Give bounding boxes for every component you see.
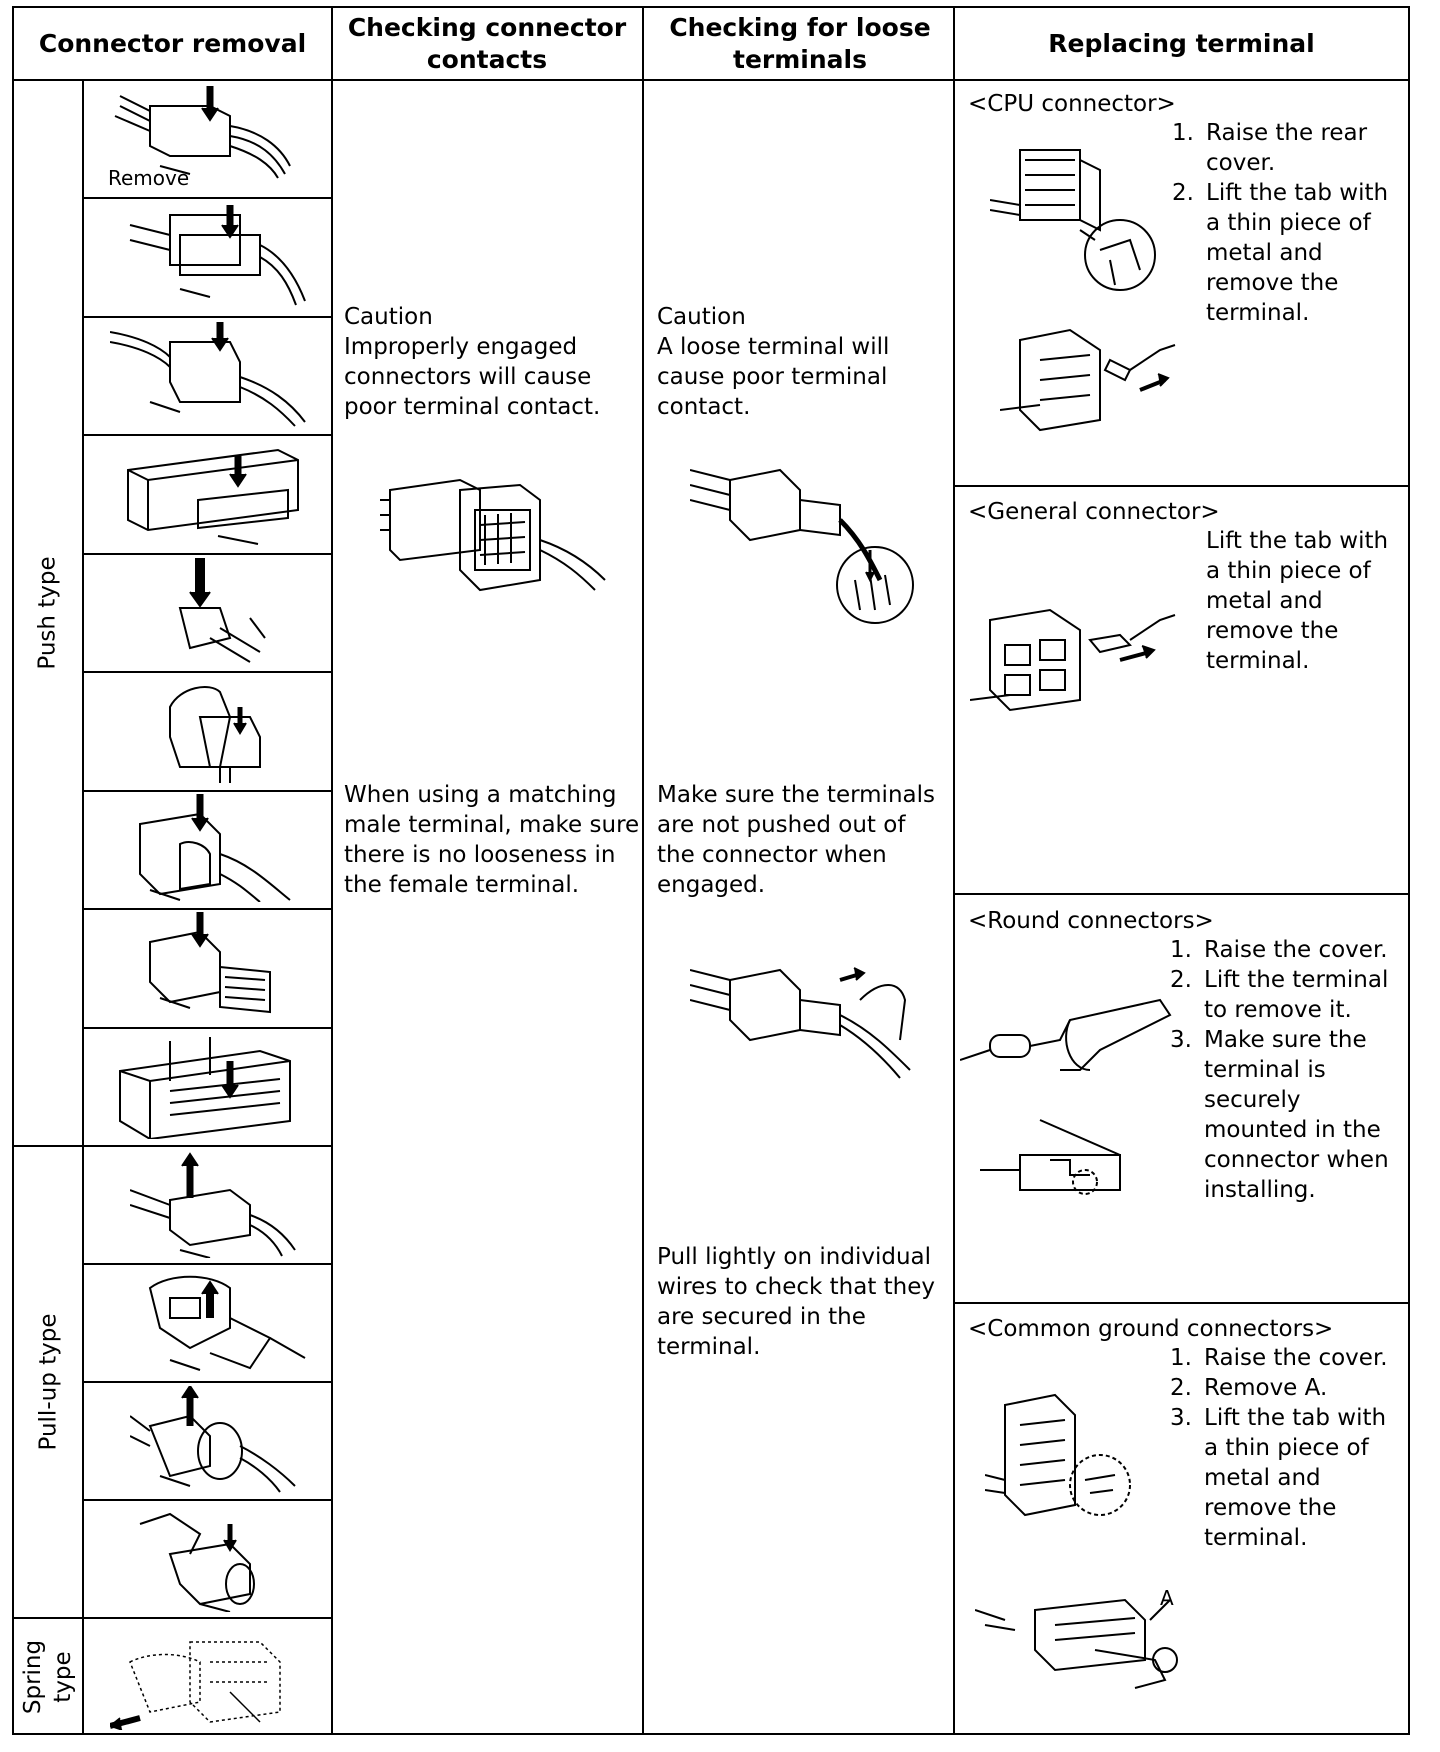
connector-illustration (150, 677, 290, 783)
row-divider (82, 434, 331, 436)
contacts-caution-text: Improperly engaged connectors will cause poor terminal contact. (344, 334, 601, 420)
connector-illustration (130, 1504, 290, 1612)
label-a: A (1160, 1586, 1174, 1610)
loose-pull-text: Pull lightly on individual wires to check that they are secured in the terminal. (657, 1244, 936, 1360)
step-item: 1. Raise the cover. (1170, 937, 1388, 963)
connector-illustration (150, 558, 280, 666)
connector-illustration (960, 980, 1180, 1080)
cpu-connector-title: <CPU connector> (968, 91, 1176, 117)
step-item: 2. Lift the tab with a thin piece of metal and remove the terminal. (1172, 180, 1389, 326)
connector-illustration (110, 1031, 310, 1139)
general-connector-text: Lift the tab with a thin piece of metal and remove the terminal. (1206, 528, 1389, 674)
group-label-push: Push type (35, 556, 62, 670)
row-divider (82, 1263, 331, 1265)
step-item: 2. Remove A. (1170, 1375, 1328, 1401)
header-checking-contacts: Checking connector contacts (347, 12, 627, 74)
step-item: 1. Raise the cover. (1170, 1345, 1388, 1371)
loose-caution-text: A loose terminal will cause poor terminal contact. (657, 334, 890, 420)
row-divider (82, 908, 331, 910)
connector-illustration (110, 322, 310, 428)
step-item: 3. Make sure the terminal is securely mounted in the connector when installing. (1170, 1027, 1389, 1203)
row-divider (82, 790, 331, 792)
row-divider (82, 1027, 331, 1029)
remove-label: Remove (108, 166, 190, 190)
section-divider (953, 485, 1410, 487)
contacts-matching-text: When using a matching male terminal, make sure there is no looseness in the female terminal. (344, 782, 640, 898)
connector-illustration (990, 140, 1160, 300)
group-label-pull-up: Pull-up type (35, 1313, 61, 1451)
step-item: 1. Raise the rear cover. (1172, 120, 1368, 176)
row-divider (82, 671, 331, 673)
header-divider (12, 79, 1410, 81)
header-replacing-terminal: Replacing terminal (1048, 28, 1315, 58)
row-divider (82, 1381, 331, 1383)
group-label-spring: Spring type (20, 1639, 77, 1715)
connector-illustration (110, 1622, 300, 1730)
connector-illustration (970, 590, 1180, 720)
col-divider-1 (331, 6, 333, 1735)
col-divider-3 (953, 6, 955, 1735)
row-divider (82, 553, 331, 555)
section-divider (953, 1302, 1410, 1304)
connector-illustration (118, 440, 310, 548)
step-item: 3. Lift the tab with a thin piece of metal and remove the terminal. (1170, 1405, 1387, 1551)
connector-illustration (130, 1268, 310, 1376)
row-divider (82, 197, 331, 199)
section-divider (953, 893, 1410, 895)
removal-label-divider (82, 79, 84, 1735)
connector-illustration (985, 1385, 1145, 1535)
connector-illustration (130, 1386, 300, 1494)
header-connector-removal: Connector removal (38, 28, 307, 58)
cpu-steps (1172, 118, 1404, 328)
connector-illustration (120, 205, 310, 309)
connector-illustration (130, 1150, 300, 1258)
row-divider (82, 1499, 331, 1501)
connector-illustration (130, 912, 300, 1020)
ground-connectors-title: <Common ground connectors> (968, 1316, 1334, 1342)
general-connector-title: <General connector> (968, 499, 1220, 525)
round-steps (1170, 935, 1406, 1205)
connector-illustration (690, 960, 920, 1080)
header-checking-loose: Checking for loose terminals (669, 12, 931, 74)
connector-illustration (690, 460, 920, 640)
loose-caution-title: Caution (657, 304, 746, 330)
connector-illustration (980, 1110, 1140, 1210)
ground-steps (1170, 1343, 1406, 1553)
connector-illustration (380, 470, 610, 610)
step-item: 2. Lift the terminal to remove it. (1170, 967, 1389, 1023)
connector-illustration (1000, 310, 1180, 440)
col-divider-2 (642, 6, 644, 1735)
round-connectors-title: <Round connectors> (968, 908, 1214, 934)
loose-pushed-text: Make sure the terminals are not pushed out of the connector when engaged. (657, 782, 935, 898)
connector-illustration (120, 794, 300, 902)
contacts-caution-title: Caution (344, 304, 433, 330)
row-divider (82, 316, 331, 318)
